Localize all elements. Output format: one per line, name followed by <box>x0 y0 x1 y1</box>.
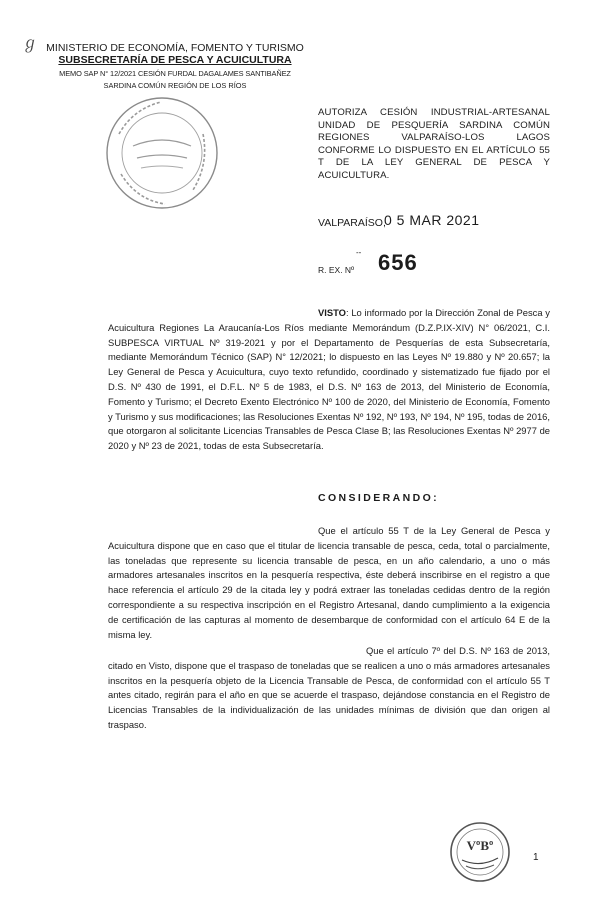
official-seal-stamp <box>103 94 221 212</box>
resolution-date: 0 5 MAR 2021 <box>384 212 480 228</box>
visto-bueno-stamp <box>448 820 512 884</box>
visto-paragraph <box>108 306 550 454</box>
resolution-title: AUTORIZA CESIÓN INDUSTRIAL-ARTESANAL UNIDAD DE PESQUERÍA SARDINA COMÚN REGIONES VALPARAÍSO-LOS LAGOS CONFORME LO DISPUESTO EN EL ARTÍCULO 55 T DE LA LEY GENERAL DE PESCA Y ACUICULTURA. <box>318 107 550 181</box>
subsecretaria-name: SUBSECRETARÍA DE PESCA Y ACUICULTURA <box>58 54 292 66</box>
rex-label: R. EX. Nº <box>318 265 355 275</box>
memo-reference: MEMO SAP N° 12/2021 CESIÓN FURDAL DAGALAMES SANTIBAÑEZ <box>59 69 291 78</box>
page-number: 1 <box>533 852 539 863</box>
visto-lead: VISTO <box>318 307 346 318</box>
vb-text: VºBº <box>466 838 494 853</box>
considerando-heading: CONSIDERANDO: <box>318 492 440 504</box>
number-dash: -- <box>356 248 362 257</box>
considerando-paragraph-2: Que el artículo 7º del D.S. Nº 163 de 2013, citado en Visto, dispone que el traspaso de toneladas que se realicen a uno o más armadores artesanales inscritos en la pesquería objeto de la Licencia Transable de Pesca, de conformidad con el artículo 55 T antes citado, regirán para el año en que se acuerde el traspaso, dejándose constancia en el Registro de Licencias Transables de la individualización de las unidades mínimas de división que dan origen al traspaso. <box>108 645 550 730</box>
place-label: VALPARAÍSO, <box>318 217 386 229</box>
visto-text: : Lo informado por la Dirección Zonal de Pesca y Acuicultura Regiones La Araucanía-Los Ríos mediante Memorándum (D.Z.P.IX-XIV) N° 06/2021, C.I. SUBPESCA VIRTUAL Nº 319-2021 y por el Departamento de Pesquerías de esta Subsecretaría, mediante Memorándum Técnico (SAP) N° 12/2021; lo dispuesto en las Leyes Nº 19.880 y Nº 20.657; la Ley General de Pesca y Acuicultura, cuyo texto refundido, coordinado y sistematizado fue fijado por el D.S. Nº 430 de 1991, el D.F.L. Nº 5 de 1983, el D.S. Nº 163 de 2013, del Ministerio de Economía, Fomento y Turismo; el Decreto Exento Electrónico Nº 100 de 2020, del Ministerio de Economía, Fomento y Turismo y sus modificaciones; las Resoluciones Exentas Nº 192, Nº 193, Nº 194, Nº 195, todas de 2016, que otorgaron al solicitante Licencias Transables de Pesca Clase B; las Resoluciones Exentas Nº 2977 de 2020 y Nº 23 de 2021, todas de esta Subsecretaría. <box>108 307 550 452</box>
species-line: SARDINA COMÚN REGIÓN DE LOS RÍOS <box>103 81 247 90</box>
corner-mark: ℊ <box>22 35 39 52</box>
resolution-number: 656 <box>378 250 418 275</box>
considerando-paragraph-1: Que el artículo 55 T de la Ley General de Pesca y Acuicultura dispone que en caso que el titular de licencia transable de pesca, ceda, total o parcialmente, las toneladas que represente su licencia transable de pesca, en un año calendario, a uno o más armadores artesanales inscritos en la pesquería respectiva, éste deberá inscribirse en el registro a que hace referencia el artículo 29 de la citada ley y podrá extraer las toneladas cedidas dentro de la región correspondiente a su respectiva inscripción en el Registro Artesanal, dando cumplimiento a la exigencia de certificación de las capturas al momento de desembarque de conformidad con el artículo 64 E de la misma ley. <box>108 525 550 640</box>
ministry-name: MINISTERIO DE ECONOMÍA, FOMENTO Y TURISMO <box>46 42 304 54</box>
